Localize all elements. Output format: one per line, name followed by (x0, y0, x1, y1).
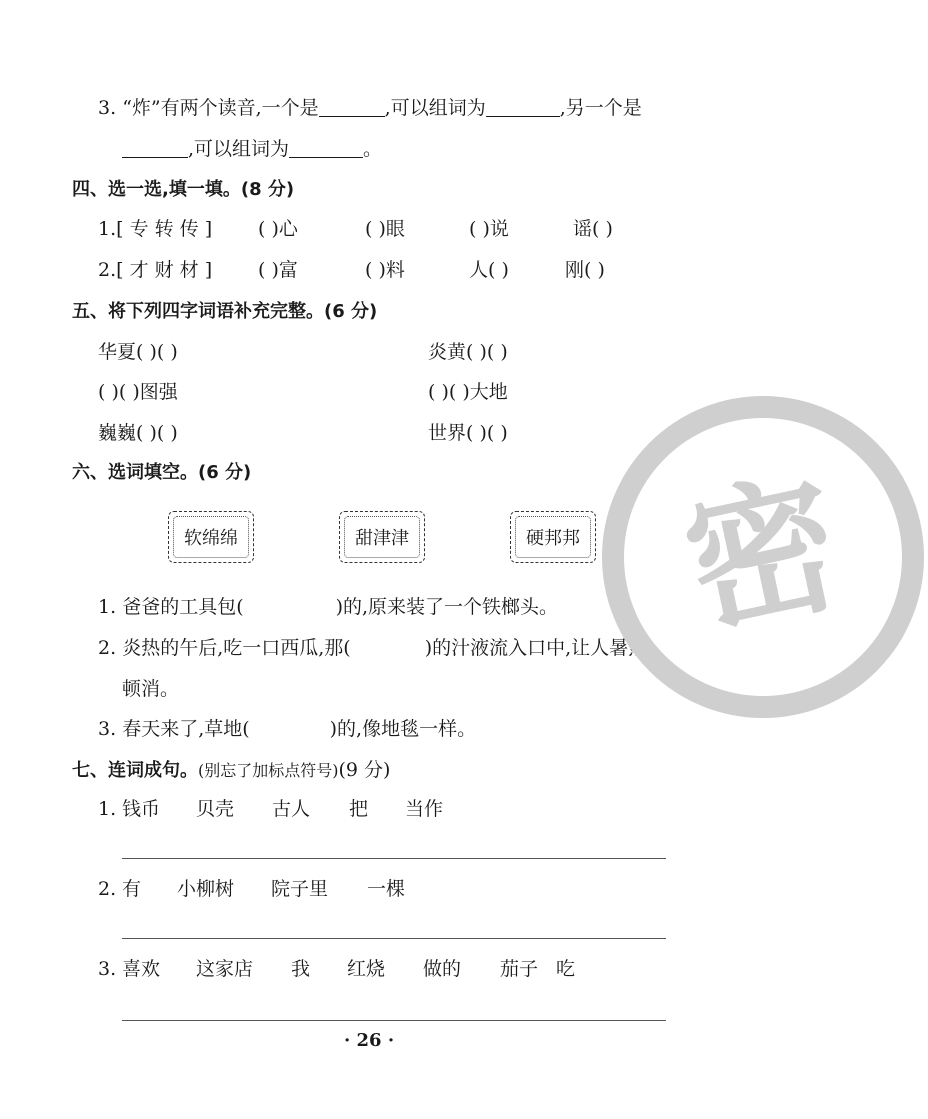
section-5-title: 五、将下列四字词语补充完整。(6 分) (72, 301, 378, 322)
s5-left-item[interactable]: ( )( )图强 (98, 381, 178, 403)
word-box: 甜津津 (339, 511, 425, 563)
s4-row2-item[interactable]: ( )料 (365, 259, 405, 281)
word-chip: 当作 (405, 798, 444, 820)
s4-row1-item[interactable]: 谣( ) (573, 218, 613, 240)
s4-row2-item[interactable]: 人( ) (469, 259, 509, 281)
s7-q2: 2. (98, 878, 117, 900)
answer-blank[interactable] (289, 139, 363, 158)
word-chip: 这家店 (196, 958, 254, 980)
s4-row1-item[interactable]: ( )心 (258, 218, 298, 240)
s5-right-item[interactable]: 炎黄( )( ) (428, 341, 508, 363)
confidential-stamp-icon (598, 392, 928, 722)
word-chip: 一棵 (367, 878, 406, 900)
answer-line[interactable] (122, 858, 666, 859)
answer-line[interactable] (122, 938, 666, 939)
s5-right-item[interactable]: ( )( )大地 (428, 381, 508, 403)
word-chip: 我 (291, 958, 311, 980)
word-chip: 喜欢 (122, 958, 161, 980)
section-7-title: 七、连词成句。(别忘了加标点符号)(9 分) (72, 759, 391, 781)
svg-text:密: 密 (671, 455, 855, 657)
word-chip: 有 (122, 878, 142, 900)
s4-row1-item[interactable]: ( )说 (469, 218, 509, 240)
s5-left-item[interactable]: 巍巍( )( ) (98, 422, 178, 444)
word-chip: 古人 (272, 798, 311, 820)
answer-blank[interactable] (486, 98, 560, 117)
s4-row2-item[interactable]: ( )富 (258, 259, 298, 281)
section-6-title: 六、选词填空。(6 分) (72, 462, 252, 483)
answer-line[interactable] (122, 1020, 666, 1021)
s6-q2: 2. 炎热的午后,吃一口西瓜,那( )的汁液流入口中,让人暑热 (98, 637, 648, 659)
s6-q3: 3. 春天来了,草地( )的,像地毯一样。 (98, 718, 477, 740)
s4-row1-item[interactable]: ( )眼 (365, 218, 405, 240)
word-chip: 钱币 (122, 798, 161, 820)
s6-q2-cont: 顿消。 (122, 678, 180, 700)
word-chip: 院子里 (271, 878, 329, 900)
word-chip: 红烧 (347, 958, 386, 980)
word-chip: 贝壳 (196, 798, 235, 820)
word-chip: 小柳树 (177, 878, 235, 900)
s7-q3: 3. (98, 958, 117, 980)
section-4-title: 四、选一选,填一填。(8 分) (72, 179, 295, 200)
s4-row2: 2.[ 才 财 材 ] (98, 259, 213, 281)
s6-q1: 1. 爸爸的工具包( )的,原来装了一个铁榔头。 (98, 596, 559, 618)
q3-line1: 3. “炸”有两个读音,一个是 ,可以组词为 ,另一个是 (98, 97, 642, 119)
s5-left-item[interactable]: 华夏( )( ) (98, 341, 178, 363)
answer-blank[interactable] (122, 139, 188, 158)
word-box: 软绵绵 (168, 511, 254, 563)
answer-blank[interactable] (319, 98, 385, 117)
q3-line2: ,可以组词为 。 (122, 139, 382, 159)
s5-right-item[interactable]: 世界( )( ) (428, 422, 508, 444)
word-chip: 茄子 (500, 958, 539, 980)
s7-q1: 1. (98, 798, 117, 820)
word-chip: 吃 (556, 958, 576, 980)
s4-row1: 1.[ 专 转 传 ] (98, 218, 213, 240)
page-number: · 26 · (344, 1030, 395, 1051)
word-chip: 做的 (423, 958, 462, 980)
word-chip: 把 (349, 798, 369, 820)
s4-row2-item[interactable]: 刚( ) (565, 259, 605, 281)
word-box: 硬邦邦 (510, 511, 596, 563)
